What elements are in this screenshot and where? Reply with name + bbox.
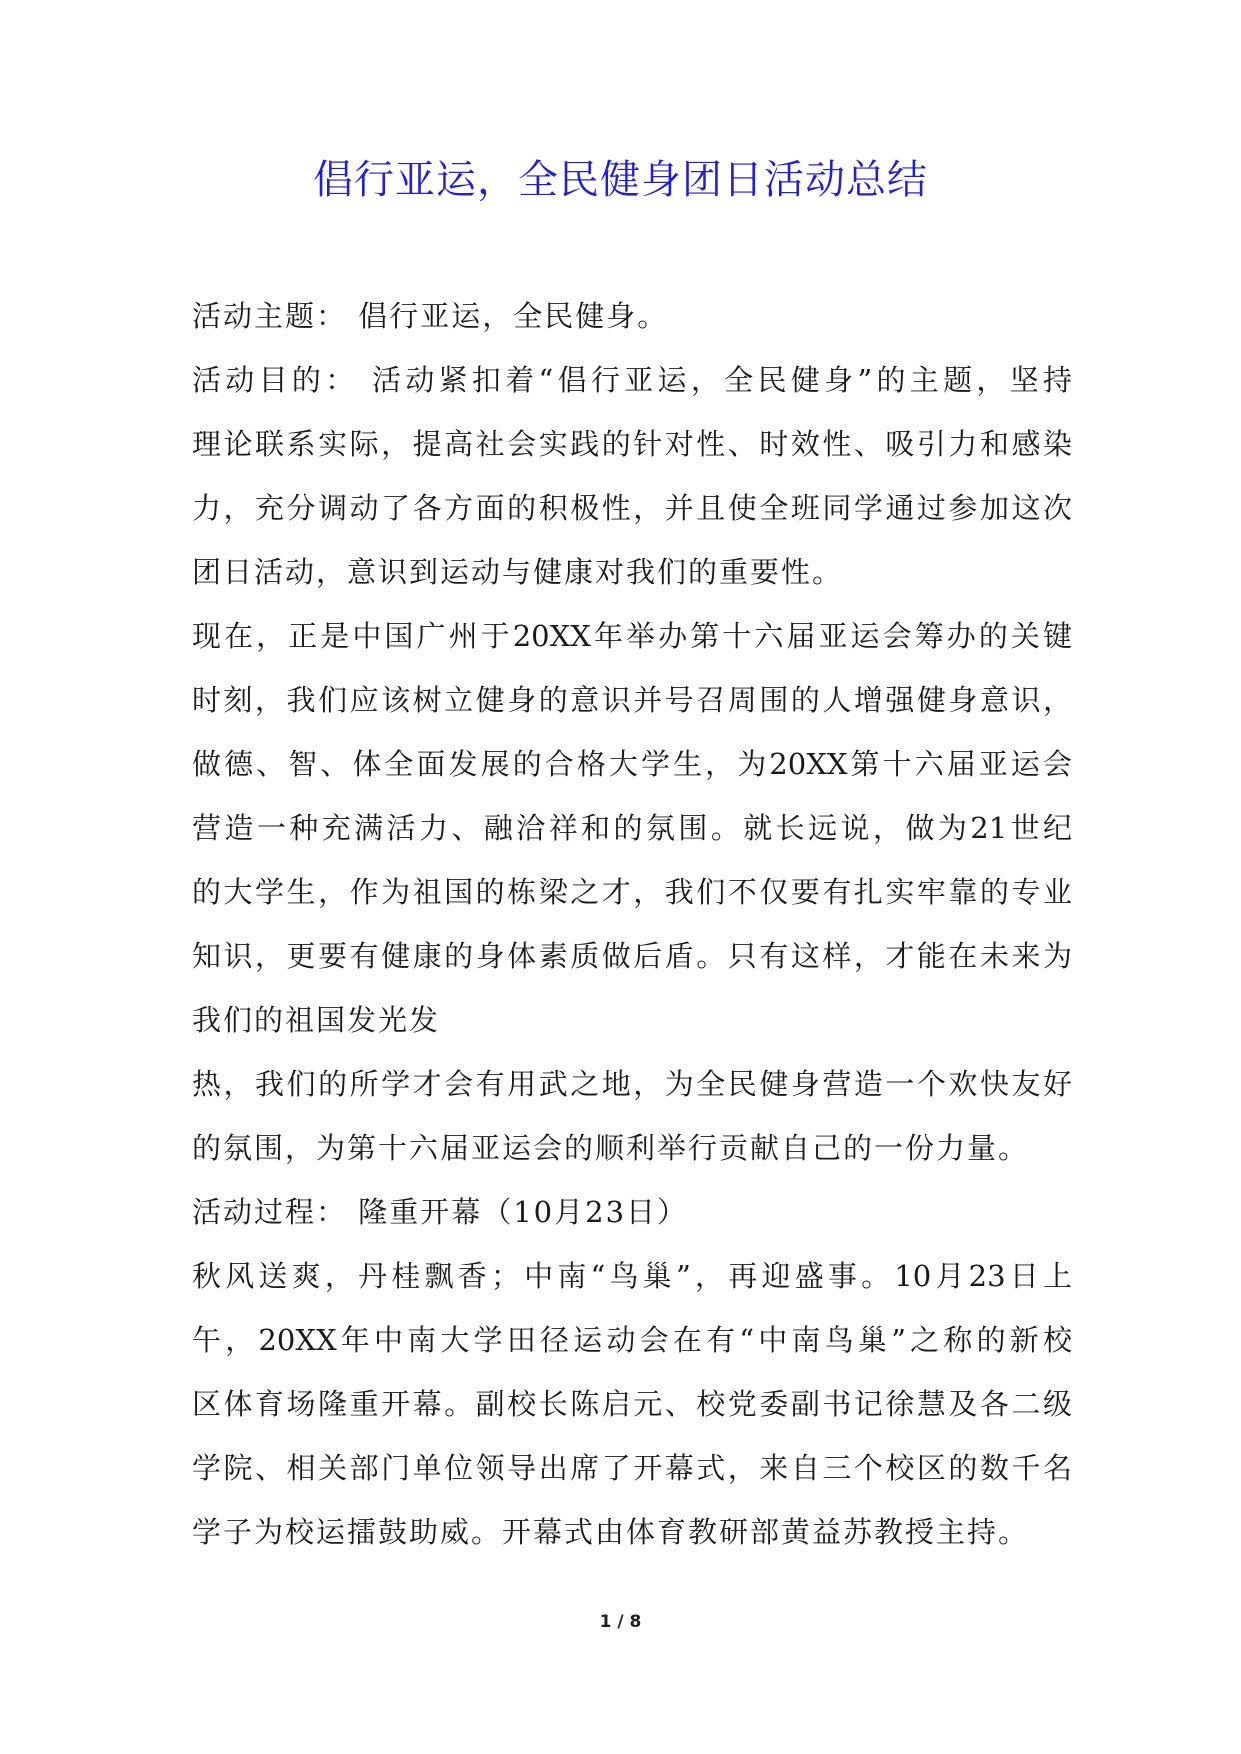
body-line: 的大学生，作为祖国的栋梁之才，我们不仅要有扎实牢靠的专业 (192, 875, 1072, 909)
body-line: 我们的祖国发光发 (192, 1003, 441, 1037)
body-line: 热，我们的所学才会有用武之地，为全民健身营造一个欢快友好 (192, 1067, 1072, 1101)
body-line: 力，充分调动了各方面的积极性，并且使全班同学通过参加这次 (192, 491, 1072, 525)
document-title: 倡行亚运，全民健身团日活动总结 (313, 157, 928, 203)
body-line: 活动目的： 活动紧扣着“倡行亚运，全民健身”的主题，坚持 (192, 363, 1072, 397)
body-line: 秋风送爽，丹桂飘香；中南“鸟巢”，再迎盛事。10月23日上 (192, 1259, 1072, 1293)
body-line: 活动主题： 倡行亚运，全民健身。 (192, 299, 669, 333)
body-line: 现在，正是中国广州于20XX年举办第十六届亚运会筹办的关键 (192, 619, 1072, 653)
document-body (192, 284, 1072, 1564)
body-line: 团日活动，意识到运动与健康对我们的重要性。 (192, 555, 844, 589)
body-line: 营造一种充满活力、融洽祥和的氛围。就长远说，做为21世纪 (192, 811, 1072, 845)
body-line: 知识，更要有健康的身体素质做后盾。只有这样，才能在未来为 (192, 939, 1072, 973)
page-number: 1 / 8 (599, 1612, 642, 1632)
body-line: 活动过程： 隆重开幕（10月23日） (192, 1195, 689, 1229)
body-line: 时刻，我们应该树立健身的意识并号召周围的人增强健身意识， (192, 683, 1072, 717)
body-line: 学院、相关部门单位领导出席了开幕式，来自三个校区的数千名 (192, 1451, 1072, 1485)
body-line: 学子为校运擂鼓助威。开幕式由体育教研部黄益苏教授主持。 (192, 1515, 1030, 1549)
body-line: 区体育场隆重开幕。副校长陈启元、校党委副书记徐慧及各二级 (192, 1387, 1072, 1421)
body-line: 理论联系实际，提高社会实践的针对性、时效性、吸引力和感染 (192, 427, 1072, 461)
body-line: 午，20XX年中南大学田径运动会在有“中南鸟巢”之称的新校 (192, 1323, 1072, 1357)
body-line: 的氛围，为第十六届亚运会的顺利举行贡献自己的一份力量。 (192, 1131, 1030, 1165)
body-line: 做德、智、体全面发展的合格大学生，为20XX第十六届亚运会 (192, 747, 1072, 781)
